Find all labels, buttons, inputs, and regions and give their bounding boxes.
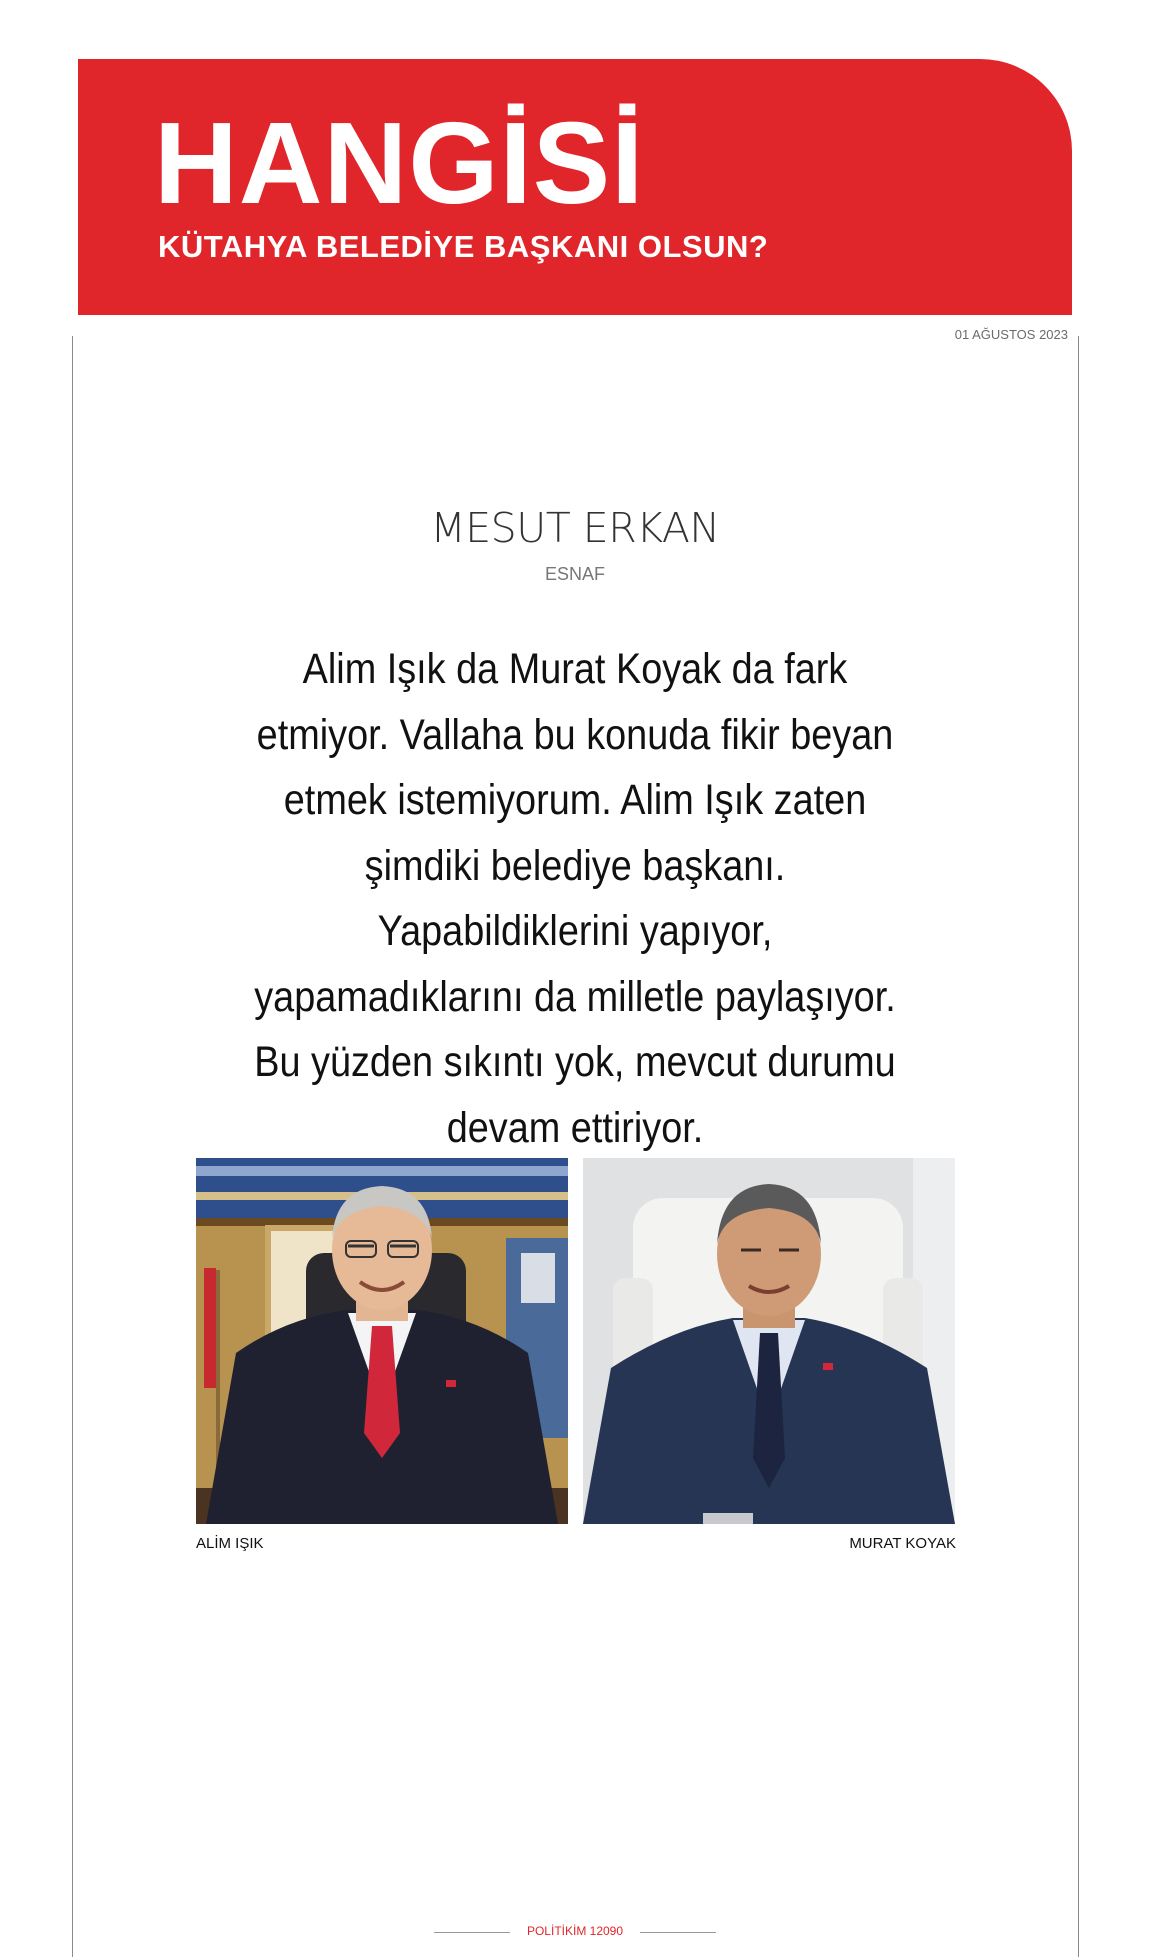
respondent-name: MESUT ERKAN	[430, 504, 720, 552]
banner-title: HANGİSİ	[154, 98, 645, 228]
footer-label: POLİTİKİM 12090	[526, 1924, 624, 1938]
header-banner	[78, 59, 1072, 315]
candidate-photo-murat-koyak	[583, 1158, 955, 1524]
respondent-role: ESNAF	[544, 564, 605, 584]
candidate-caption-right: MURAT KOYAK	[849, 1535, 956, 1552]
banner-subtitle: KÜTAHYA BELEDİYE BAŞKANI OLSUN?	[158, 229, 769, 264]
respondent-quote: Alim Işık da Murat Koyak da fark etmiyor. Vallaha bu konuda fikir beyan etmek istemiyorum. Alim Işık zaten şimdiki belediye başkanı. Yapabildiklerini yapıyor, yapamadıklarını da milletle paylaşıyor. Bu yüzden sıkıntı yok, mevcut durumu devam ettiriyor.	[254, 645, 896, 1152]
candidate-caption-left: ALİM IŞIK	[196, 1535, 264, 1552]
publication-date: 01 AĞUSTOS 2023	[954, 327, 1068, 342]
footer-divider-right	[640, 1932, 716, 1933]
candidate-photo-alim-isik	[196, 1158, 568, 1524]
